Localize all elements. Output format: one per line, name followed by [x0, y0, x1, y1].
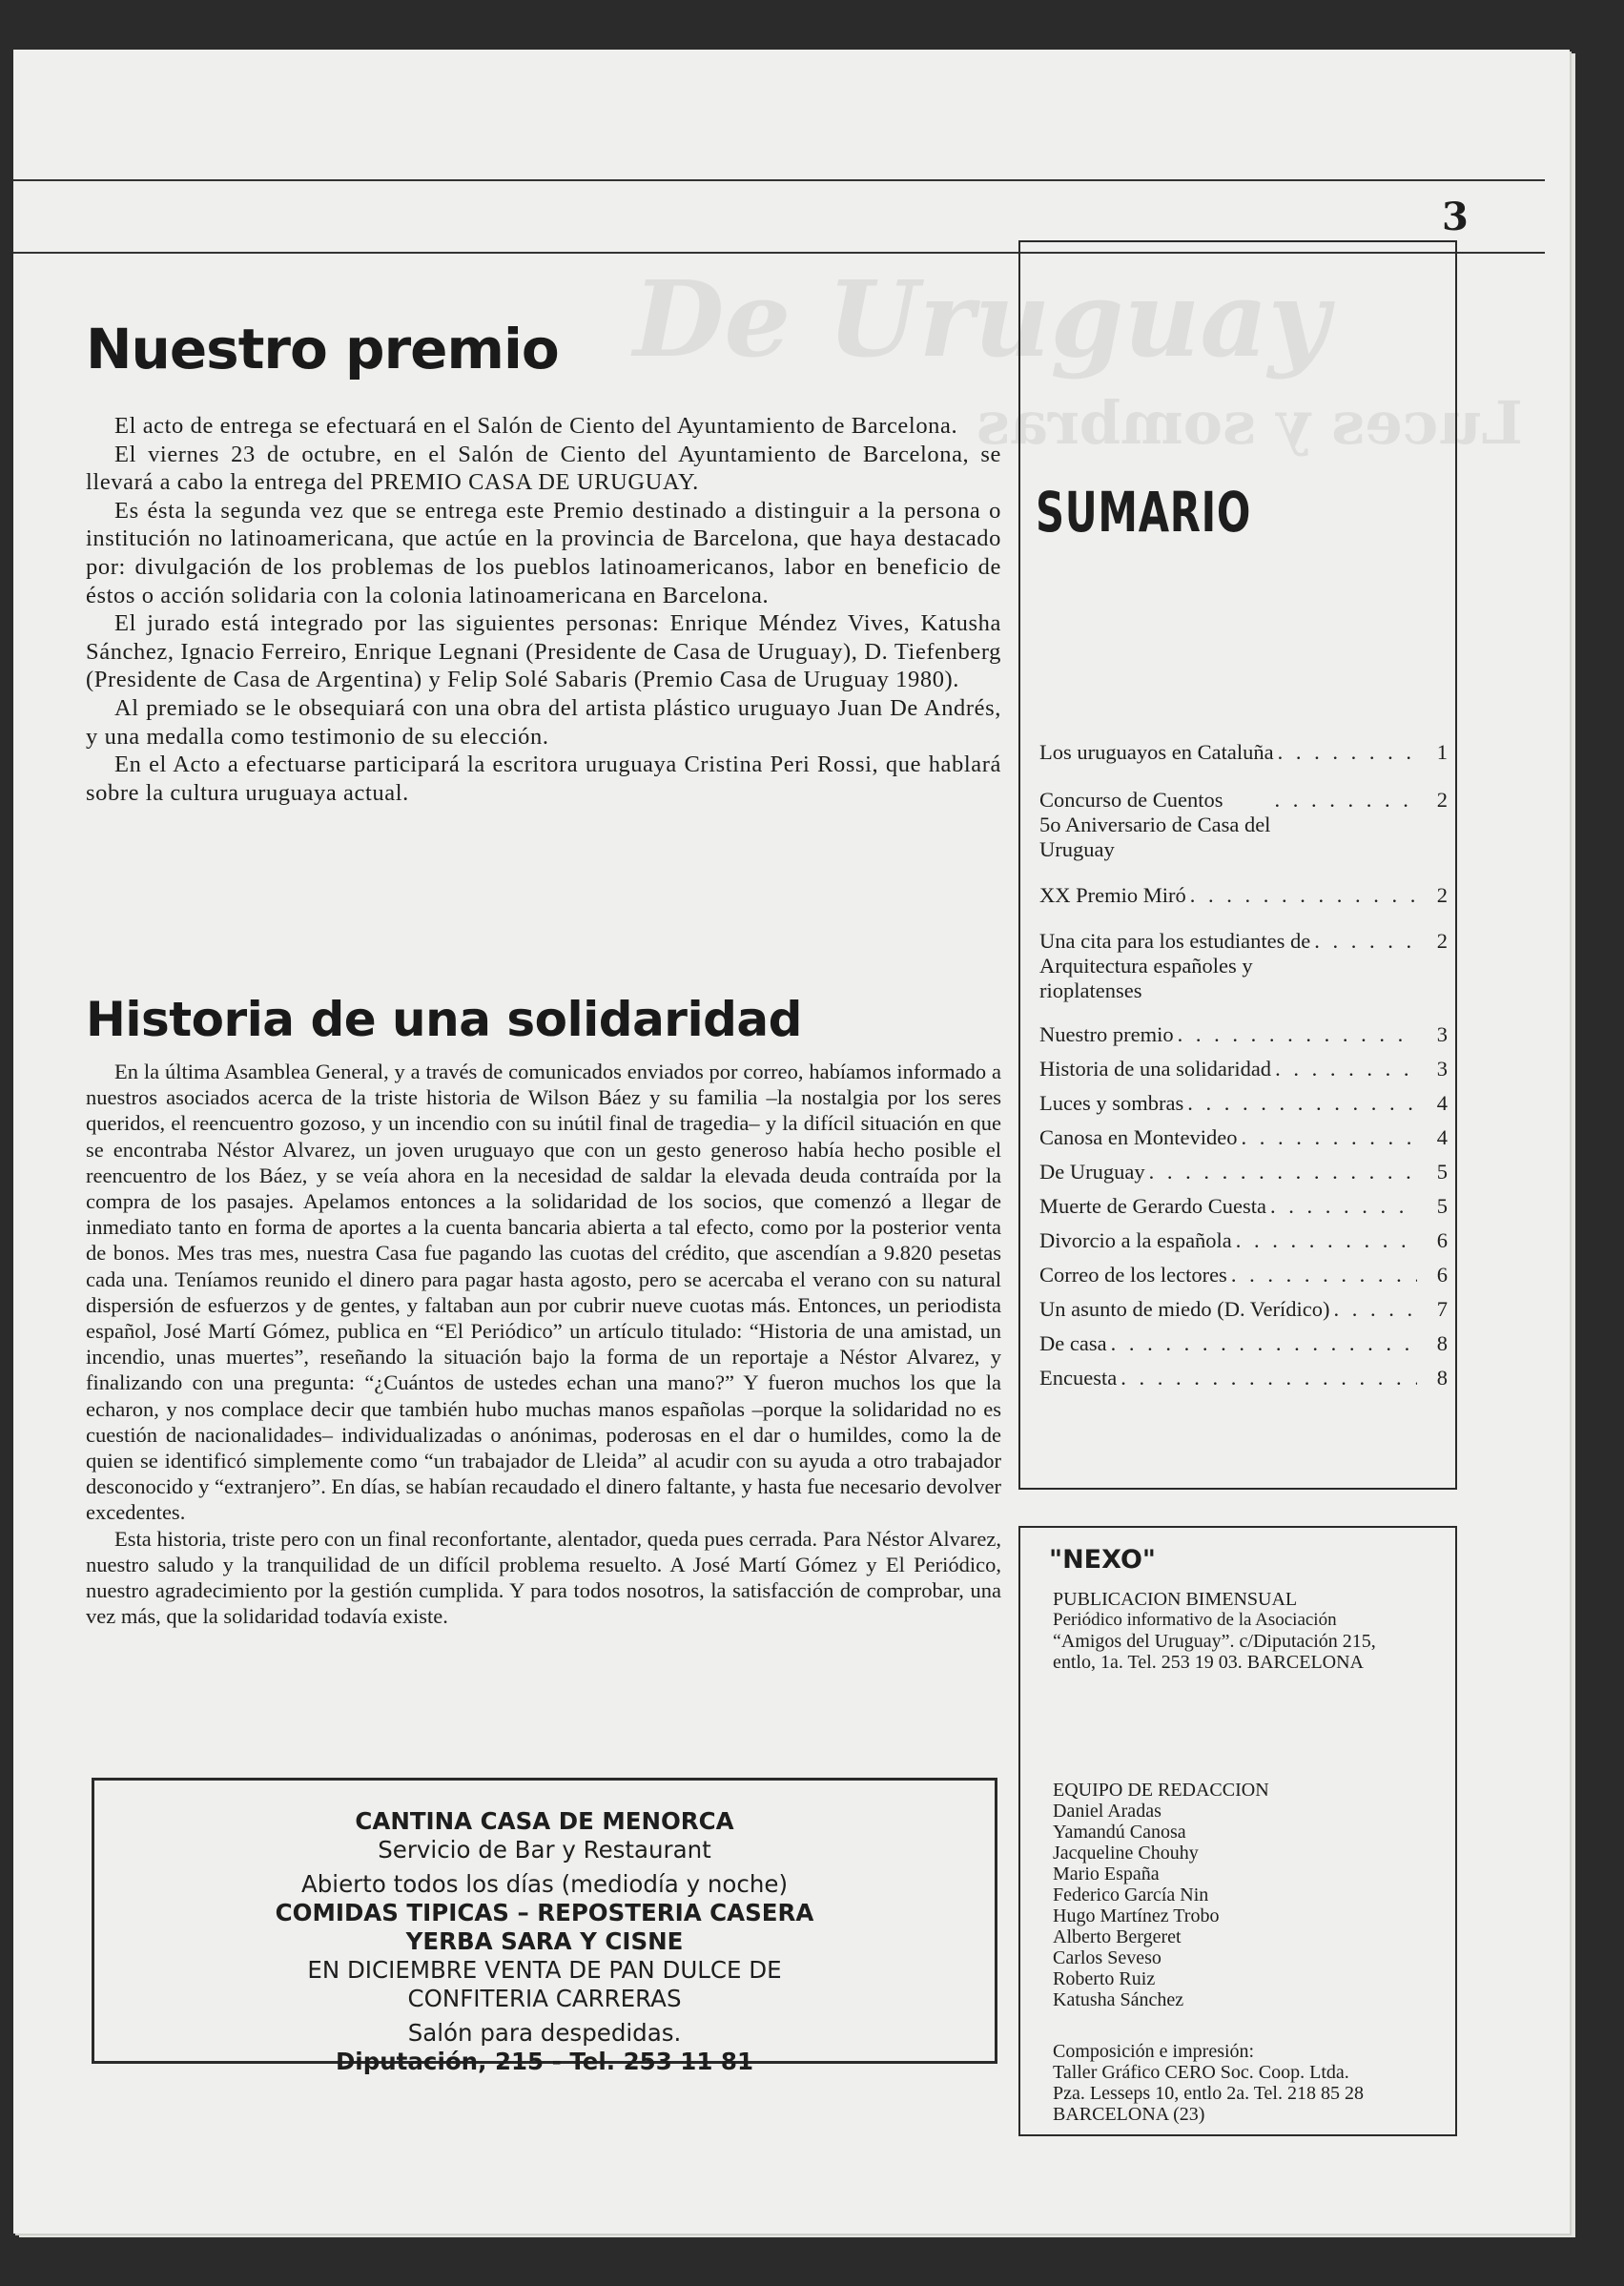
- toc-item-label: Un asunto de miedo (D. Verídico): [1039, 1297, 1330, 1321]
- ad-line: Abierto todos los días (mediodía y noche): [300, 1870, 789, 1898]
- toc-item: [1039, 1125, 1448, 1150]
- toc-item-page: 1: [1436, 740, 1448, 764]
- ad-line: Salón para despedidas.: [407, 2019, 682, 2047]
- ad-line: EN DICIEMBRE VENTA DE PAN DULCE DE: [307, 1956, 782, 1984]
- team-member: Katusha Sánchez: [1053, 1989, 1184, 2010]
- text-line: entlo, 1a. Tel. 253 19 03. BARCELONA: [1053, 1652, 1364, 1673]
- paragraph: En la última Asamblea General, y a través de comunicados enviados por correo, habíamos informado a nuestros asociados acerca de la triste historia de Wilson Báez y su familia –la nostalgia por los seres queridos, el reencuentro gozoso, y un incendio con su inútil final de tragedia– y la difícil situación en que se encontraba Néstor Alvarez, un joven uruguayo que con un gesto generoso había hecho posible el reencuentro de los Báez, y se veía ahora en la necesidad de saldar la elevada deuda contraída por la compra de los pasajes. Apelamos entonces a la solidaridad de los socios, que comenzó a llegar de inmediato tanto en forma de aportes a la cuenta bancaria abierta a tal efecto, como por la posterior venta de bonos. Mes tras mes, nuestra Casa fue pagando las cuotas del crédito, que ascendían a 9.820 pesetas cada una. Teníamos reunido el dinero para pagar hasta agosto, pero se acercaba el verano con su natural dispersión de esfuerzos y de gentes, y faltaban aun por cubrir nueve cuotas más. Entonces, un periodista español, José Martí Gómez, publica en “El Periódico” un artículo titulado: “Historia de una amistad, un incendio, unas muertes”, reseñando la situación bajo la forma de un reportaje a Néstor Alvarez, y finalizando con una pregunta: “¿Cuántos de ustedes echan una mano?” Y fueron muchos los que la echaron, y nos complace decir que también hubo muchas manos españolas –porque la solidaridad no es cuestión de nacionalidades– individualizadas o anónimas, poderosas en el dar o humildes, como la de quien se identificó simplemente como “un trabajador de Lleida” al acudir con su ayuda a otro trabajador desconocido y “extranjero”. En días, se habían recaudado el dinero faltante, y hasta fue necesario devolver excedentes.: [86, 1060, 1001, 1525]
- ad-line: CONFITERIA CARRERAS: [407, 1985, 682, 2012]
- toc-item-label: Muerte de Gerardo Cuesta: [1039, 1194, 1267, 1218]
- toc-item-page: 5: [1436, 1194, 1448, 1218]
- toc-item-page: 2: [1436, 788, 1448, 812]
- toc-leader-dots: [1314, 929, 1417, 954]
- toc-item: [1039, 1228, 1448, 1253]
- paragraph: Esta historia, triste pero con un final reconfortante, alentador, queda pues cerrada. Para Néstor Alvarez, nuestro saludo y la tranquilidad de un difícil problema resuelto. A José Martí Gómez y El Periódico, nuestro agradecimiento por la gestión cumplida. Y para todos nosotros, la satisfacción de comprobar, una vez más, que la solidaridad todavía existe.: [86, 1526, 1001, 1629]
- paragraph: En el Acto a efectuarse participará la escritora uruguaya Cristina Peri Rossi, que hablará sobre la cultura uruguaya actual.: [86, 752, 1001, 806]
- toc-leader-dots: [1334, 1297, 1417, 1322]
- toc-item-page: 6: [1436, 1228, 1448, 1252]
- toc-leader-dots: [1190, 883, 1417, 908]
- toc-item-page: 5: [1436, 1160, 1448, 1184]
- printer-info: [1053, 2041, 1364, 2125]
- toc-item: [1039, 1091, 1448, 1116]
- toc-leader-dots: [1178, 1022, 1417, 1047]
- toc-item-label: Los uruguayos en Cataluña: [1039, 740, 1274, 764]
- ad-line: Diputación, 215 - Tel. 253 11 81: [335, 2048, 754, 2075]
- toc-item-label: XX Premio Miró: [1039, 883, 1186, 907]
- paragraph: El viernes 23 de octubre, en el Salón de Ciento del Ayuntamiento de Barcelona, se llevará a cabo la entrega del PREMIO CASA DE URUGUAY.: [86, 441, 1001, 496]
- team-member: Carlos Seveso: [1053, 1947, 1161, 1968]
- advertisement-cantina: [92, 1778, 997, 2075]
- editorial-team: [1053, 1780, 1269, 2010]
- toc-leader-dots: [1120, 1366, 1417, 1390]
- toc-item-label: Luces y sombras: [1039, 1091, 1184, 1115]
- toc-item-page: 2: [1436, 929, 1448, 953]
- team-member: Yamandú Canosa: [1053, 1822, 1186, 1843]
- page-number: 3: [1442, 195, 1469, 239]
- scan-edge: [0, 0, 1624, 50]
- ad-line: YERBA SARA Y CISNE: [405, 1927, 684, 1955]
- text-line: Pza. Lesseps 10, entlo 2a. Tel. 218 85 28: [1053, 2083, 1364, 2104]
- toc-item: [1039, 1160, 1448, 1184]
- text-line: PUBLICACION BIMENSUAL: [1053, 1589, 1298, 1610]
- toc-item-page: 8: [1436, 1331, 1448, 1355]
- toc-leader-dots: [1149, 1160, 1417, 1184]
- toc-item: [1039, 1297, 1448, 1322]
- toc-item-label: Divorcio a la española: [1039, 1228, 1232, 1252]
- ad-line: CANTINA CASA DE MENORCA: [355, 1807, 734, 1835]
- ghost-title: De Uruguay: [633, 257, 1329, 381]
- toc-item: [1039, 1057, 1448, 1081]
- toc-item-label: De casa: [1039, 1331, 1107, 1355]
- toc-item-page: 6: [1436, 1263, 1448, 1287]
- toc-item-label: Una cita para los estudiantes de Arquitectura españoles y rioplatenses: [1039, 929, 1311, 1002]
- team-member: Mario España: [1053, 1864, 1160, 1884]
- article-body-historia: [86, 1059, 1001, 1629]
- toc-leader-dots: [1236, 1228, 1417, 1253]
- toc-item-page: 8: [1436, 1366, 1448, 1390]
- toc-item-page: 4: [1436, 1091, 1448, 1115]
- toc-leader-dots: [1278, 740, 1417, 765]
- toc-item-page: 3: [1436, 1057, 1448, 1081]
- article-title-nuestro-premio: Nuestro premio: [86, 317, 559, 381]
- masthead-title: "NEXO": [1049, 1545, 1156, 1575]
- toc-item: [1039, 883, 1448, 908]
- toc-item-label: Nuestro premio: [1039, 1022, 1174, 1046]
- toc-leader-dots: [1187, 1091, 1417, 1116]
- toc-item-label: De Uruguay: [1039, 1160, 1145, 1184]
- toc-item: [1039, 1263, 1448, 1287]
- text-line: BARCELONA (23): [1053, 2104, 1205, 2125]
- toc-item-label: Historia de una solidaridad: [1039, 1057, 1272, 1081]
- toc-leader-dots: [1231, 1263, 1417, 1287]
- toc-item: [1039, 740, 1448, 765]
- team-member: Alberto Bergeret: [1053, 1926, 1182, 1947]
- table-of-contents: [1039, 731, 1448, 1390]
- ad-line: Servicio de Bar y Restaurant: [378, 1836, 711, 1864]
- team-member: Federico García Nin: [1053, 1884, 1209, 1905]
- toc-leader-dots: [1111, 1331, 1417, 1356]
- toc-item-page: 7: [1436, 1297, 1448, 1321]
- article-body-nuestro-premio: [86, 412, 1001, 807]
- toc-item: [1039, 1366, 1448, 1390]
- paragraph: Es ésta la segunda vez que se entrega este Premio destinado a distinguir a la persona o institución no latinoamericana, que actúe en la provincia de Barcelona, que haya destacado por: divulgación de los problemas de los pueblos latinoamericanos, labor en beneficio de éstos o acción solidaria con la colonia latinoamericana en Barcelona.: [86, 497, 1001, 608]
- text-line: Periódico informativo de la Asociación: [1053, 1610, 1337, 1630]
- text-line: “Amigos del Uruguay”. c/Diputación 215,: [1053, 1631, 1376, 1652]
- ad-line: COMIDAS TIPICAS – REPOSTERIA CASERA: [275, 1899, 814, 1926]
- team-member: Hugo Martínez Trobo: [1053, 1905, 1220, 1926]
- toc-leader-dots: [1241, 1125, 1417, 1150]
- toc-item-page: 4: [1436, 1125, 1448, 1149]
- toc-item-label: Encuesta: [1039, 1366, 1118, 1390]
- paragraph: El jurado está integrado por las siguientes personas: Enrique Méndez Vives, Katusha Sánchez, Ignacio Ferreiro, Enrique Legnani (Presidente de Casa de Uruguay), D. Tiefenberg (Presidente de Casa de Argentina) y Felip Solé Sabaris (Premio Casa de Uruguay 1980).: [86, 610, 1001, 693]
- toc-leader-dots: [1274, 788, 1417, 813]
- editorial-team-title: EQUIPO DE REDACCION: [1053, 1780, 1269, 1801]
- header-rule-top: [13, 179, 1545, 181]
- sumario-title: SUMARIO: [1036, 480, 1252, 545]
- toc-item-page: 2: [1436, 883, 1448, 907]
- toc-item-label: Canosa en Montevideo: [1039, 1125, 1238, 1149]
- ghost-subtitle: Luces y sombras: [976, 388, 1523, 458]
- toc-item: [1039, 929, 1448, 1003]
- text-line: Taller Gráfico CERO Soc. Coop. Ltda.: [1053, 2062, 1349, 2083]
- toc-item-label: Correo de los lectores: [1039, 1263, 1227, 1287]
- toc-item: [1039, 1022, 1448, 1047]
- team-member: Jacqueline Chouhy: [1053, 1843, 1199, 1864]
- paragraph: Al premiado se le obsequiará con una obra del artista plástico uruguayo Juan De Andrés, y una medalla como testimonio de su elección.: [86, 694, 1001, 750]
- article-title-historia: Historia de una solidaridad: [86, 992, 802, 1047]
- toc-item: [1039, 1194, 1448, 1219]
- toc-item-label: Concurso de Cuentos 5o Aniversario de Casa del Uruguay: [1039, 788, 1271, 861]
- toc-leader-dots: [1270, 1194, 1417, 1219]
- paragraph: El acto de entrega se efectuará en el Salón de Ciento del Ayuntamiento de Barcelona.: [114, 413, 958, 439]
- team-member: Roberto Ruiz: [1053, 1968, 1156, 1989]
- toc-item: [1039, 788, 1448, 862]
- toc-item: [1039, 1331, 1448, 1356]
- team-member: Daniel Aradas: [1053, 1801, 1161, 1822]
- toc-item-page: 3: [1436, 1022, 1448, 1046]
- masthead-publication: [1053, 1589, 1376, 1673]
- toc-leader-dots: [1275, 1057, 1417, 1081]
- text-line: Composición e impresión:: [1053, 2041, 1255, 2062]
